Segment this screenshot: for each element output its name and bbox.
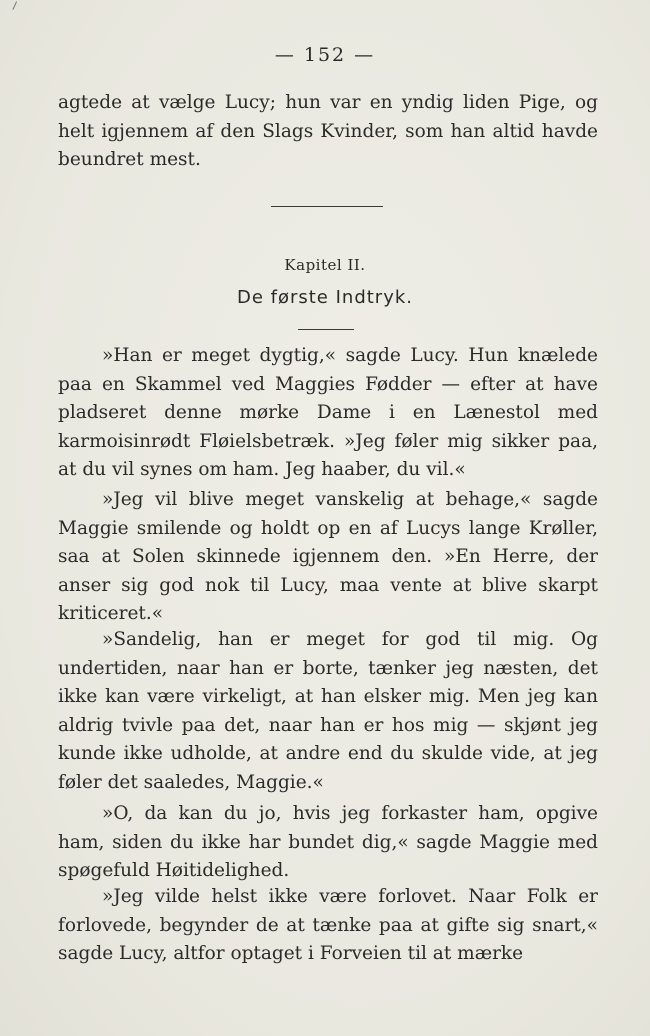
paragraph: »Han er meget dygtig,« sagde Lucy. Hun knælede paa en Skammel ved Maggies Fødder — efter at have pladseret denne mørke Dame i en Lænestol med karmoisinrødt Fløielsbetræk. »Jeg føler mig sikker paa, at du vil synes om ham. Jeg haaber, du vil.« [58, 345, 598, 480]
section-divider [271, 206, 383, 207]
title-underline [298, 329, 354, 330]
paragraph: »Jeg vil blive meget vanskelig at behage,« sagde Maggie smilende og holdt op en af Lucys lange Krøller, saa at Solen skinnede igjennem den. »En Herre, der anser sig god nok til Lucy, maa vente at blive skarpt kriticeret.« [58, 489, 598, 624]
paragraph: »O, da kan du jo, hvis jeg forkaster ham, opgive ham, siden du ikke har bundet dig,« sagde Maggie med spøgefuld Høitidelighed. [58, 803, 598, 881]
paragraph: »Sandelig, han er meget for god til mig. Og undertiden, naar han er borte, tænker jeg næsten, det ikke kan være virkeligt, at han elsker mig. Men jeg kan aldrig tvivle paa det, naar han er hos mig — skjønt jeg kunde ikke udholde, at andre end du skulde vide, at jeg føler det saaledes, Maggie.« [58, 629, 598, 793]
paragraph: »Jeg vilde helst ikke være forlovet. Naar Folk er forlovede, begynder de at tænke paa at gifte sig snart,« sagde Lucy, altfor optaget i Forveien til at mærke [58, 886, 598, 964]
opening-paragraph: agtede at vælge Lucy; hun var en yndig liden Pige, og helt igjennem af den Slags Kvinder, som han altid havde beundret mest. [58, 92, 598, 170]
page-number: — 152 — [274, 44, 376, 66]
chapter-label: Kapitel II. [284, 256, 366, 274]
page-mark [12, 1, 20, 11]
chapter-title: De første Indtryk. [236, 287, 414, 308]
